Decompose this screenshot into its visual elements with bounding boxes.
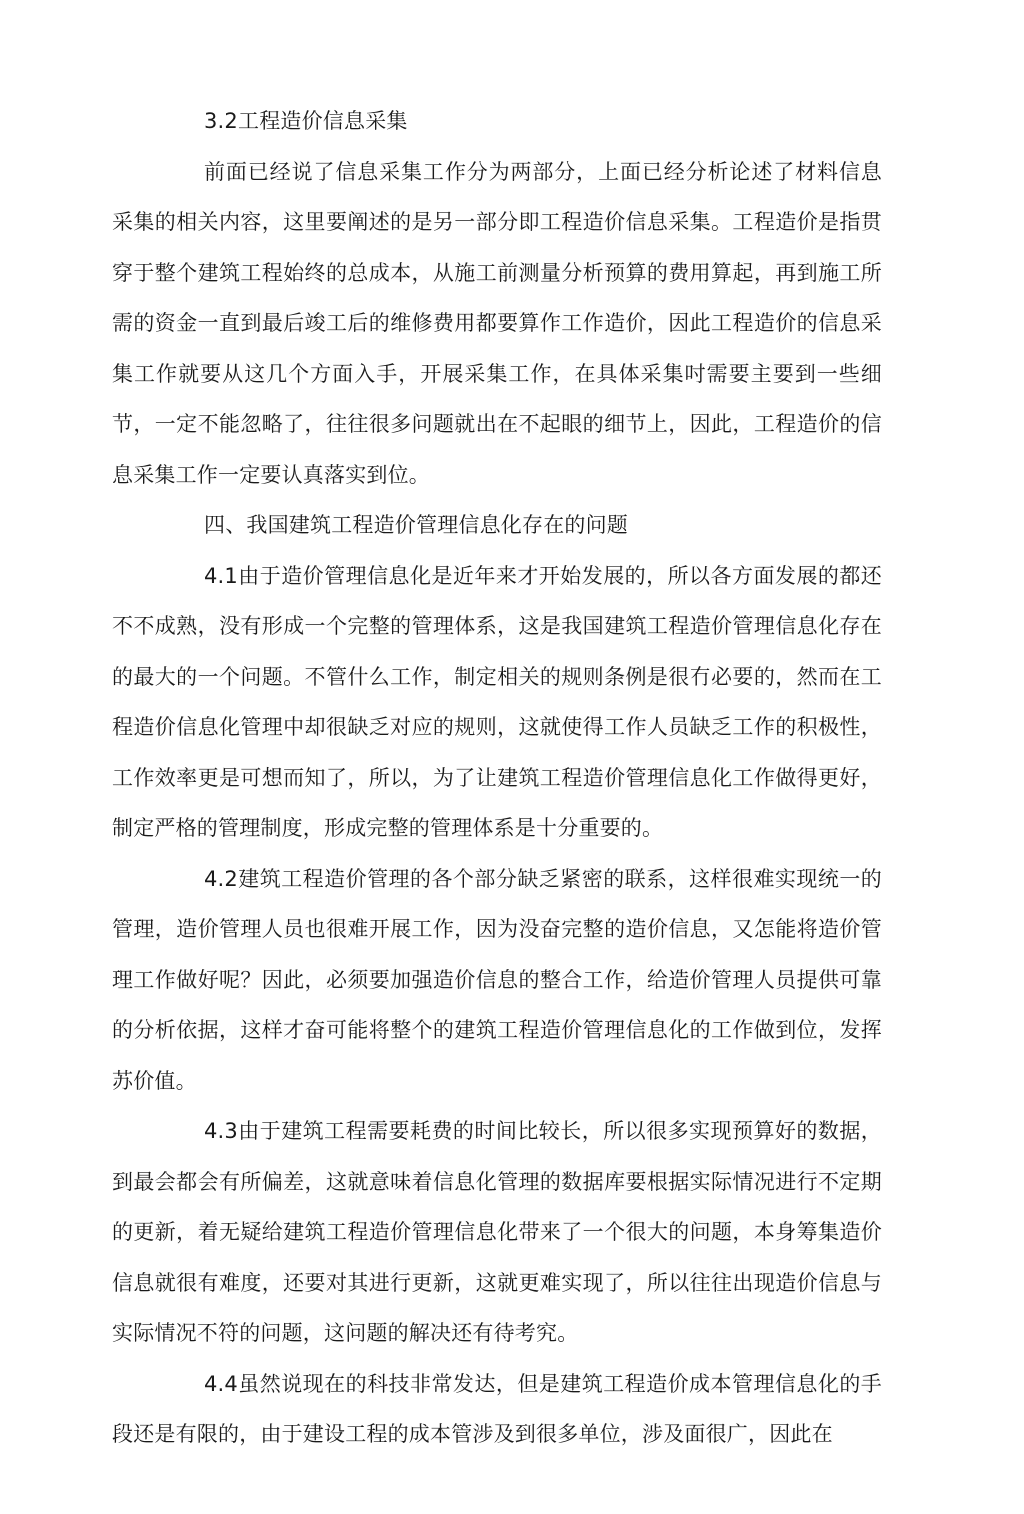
section-heading-3-2: 3.2工程造价信息采集: [204, 109, 408, 133]
paragraph-3-2: 前面已经说了信息采集工作分为两部分，上面已经分析论述了材料信息采集的相关内容，这里要阐述的是另一部分即工程造价信息采集。工程造价是指贯穿于整个建筑工程始终的总成本，从施工前测量分析预算的费用算起，再到施工所需的资金一直到最后竣工后的维修费用都要算作工作造价，因此工程造价的信息采集工作就要从这几个方面入手，开展采集工作，在具体采集吋需要主要到一些细节，一定不能忽略了，往往很多问题就出在不起眼的细节上，因此，工程造价的信息采集工作一定要认真落实到位。: [112, 159, 882, 487]
paragraph-4-1: 4.1由于造价管理信息化是近年来才开始发展的，所以各方面发展的都还不不成熟，没有形成一个完整的管理体系，这是我国建筑工程造价管理信息化存在的最大的一个问题。不管什么工作，制定相关的规则条例是很冇必要的，然而在工程造价信息化管理中却很缺乏对应的规则，这就使得工作人员缺乏工作的积极性，工作效率更是可想而知了，所以，为了让建筑工程造价管理信息化工作做得更好，制定严格的管理制度，形成完整的管理体系是十分重要的。: [112, 563, 882, 840]
document-body: [112, 96, 882, 1460]
section-heading-4: 四、我国建筑工程造价管理信息化存在的问题: [204, 513, 628, 537]
paragraph-4-2: 4.2建筑工程造价管理的各个部分缺乏紧密的联系，这样很难实现统一的管理，造价管理人员也很难开展工作，因为没奋完整的造价信息，又怎能将造价管理工作做好呢？因此，必须要加强造价信息的整合工作，给造价管理人员提供可靠的分析依据，这样才奋可能将整个的建筑工程造价管理信息化的工作做到位，发挥苏价值。: [112, 866, 882, 1093]
paragraph-4-3: 4.3由于建筑工程需要耗费的时间比较长，所以很多实现预算好的数据，到最会都会有所偏差，这就意味着信息化管理的数据库要根据实际情况进行不定期的更新，着无疑给建筑工程造价管理信息化带来了一个很大的问题，本身筹集造价信息就很有难度，还要对其进行更新，这就更难实现了，所以往往出现造价信息与实际情况不符的问题，这问题的解决还有待考究。: [112, 1119, 882, 1345]
paragraph-4-4: 4.4虽然说现在的科技非常发达，但是建筑工程造价成本管理信息化的手段还是有限的，由于建设工程的成本管涉及到很多单位，涉及面很广，因此在: [112, 1371, 882, 1446]
